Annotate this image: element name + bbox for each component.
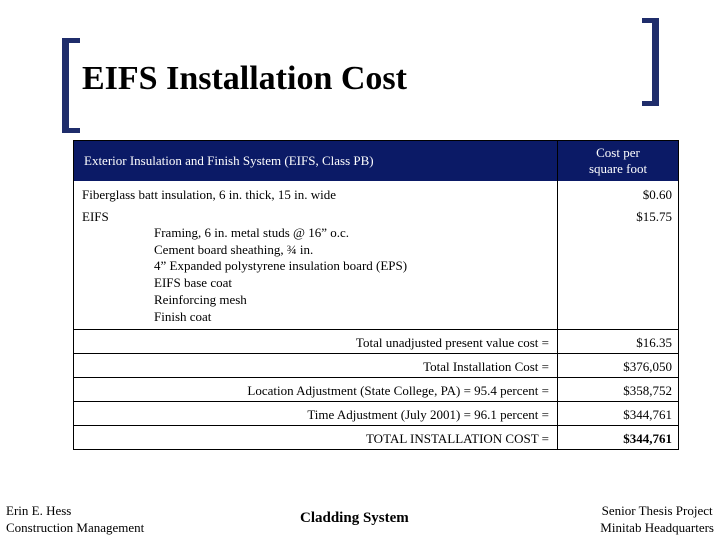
header-cost-column xyxy=(558,145,678,177)
project-name: Minitab Headquarters xyxy=(600,520,714,535)
list-item: EIFS base coat xyxy=(154,275,232,291)
total-installation-label: Total Installation Cost = xyxy=(423,359,549,374)
grand-total-value: $344,761 xyxy=(623,431,672,446)
footer-topic: Cladding System xyxy=(300,510,409,526)
time-adjustment-value: $344,761 xyxy=(623,407,672,422)
left-bracket-top xyxy=(62,38,80,43)
list-item: Finish coat xyxy=(154,308,212,324)
location-adjustment-label: Location Adjustment (State College, PA) = 95.4 percent = xyxy=(247,383,549,398)
row-divider xyxy=(74,425,678,426)
right-bracket-bottom xyxy=(642,101,659,106)
cost-table xyxy=(73,140,679,450)
row-value-fiberglass: $0.60 xyxy=(642,187,672,202)
row-divider xyxy=(74,353,678,354)
list-item: Cement board sheathing, ¾ in. xyxy=(154,241,314,257)
total-unadjusted-value: $16.35 xyxy=(636,335,672,350)
total-unadjusted-label: Total unadjusted present value cost = xyxy=(355,335,549,350)
row-divider xyxy=(74,329,678,330)
total-installation-value: $376,050 xyxy=(623,359,672,374)
header-cost-line1: Cost per xyxy=(596,145,640,160)
footer-author xyxy=(6,502,144,536)
project-type: Senior Thesis Project xyxy=(601,503,713,518)
header-description: Exterior Insulation and Finish System (EIFS, Class PB) xyxy=(84,153,374,168)
footer-project xyxy=(600,502,714,536)
right-bracket-vertical xyxy=(652,18,659,106)
row-label-fiberglass: Fiberglass batt insulation, 6 in. thick, 15 in. wide xyxy=(82,187,336,202)
table-header xyxy=(74,141,678,181)
list-item: Framing, 6 in. metal studs @ 16” o.c. xyxy=(154,225,350,240)
row-value-eifs: $15.75 xyxy=(636,209,672,224)
time-adjustment-label: Time Adjustment (July 2001) = 96.1 percent = xyxy=(307,407,549,422)
list-item: 4” Expanded polystyrene insulation board (EPS) xyxy=(154,258,408,274)
row-label-eifs: EIFS xyxy=(82,209,109,224)
grand-total-label: TOTAL INSTALLATION COST = xyxy=(365,431,549,446)
author-option: Construction Management xyxy=(6,520,145,535)
row-divider xyxy=(74,377,678,378)
slide-title: EIFS Installation Cost xyxy=(82,60,407,97)
right-bracket-top xyxy=(642,18,659,23)
author-name: Erin E. Hess xyxy=(6,503,72,518)
left-bracket-bottom xyxy=(62,128,80,133)
row-divider xyxy=(74,401,678,402)
left-bracket-vertical xyxy=(62,38,69,133)
list-item: Reinforcing mesh xyxy=(154,291,247,307)
eifs-components-list xyxy=(154,225,407,325)
header-cost-line2: square foot xyxy=(588,161,648,176)
location-adjustment-value: $358,752 xyxy=(623,383,672,398)
